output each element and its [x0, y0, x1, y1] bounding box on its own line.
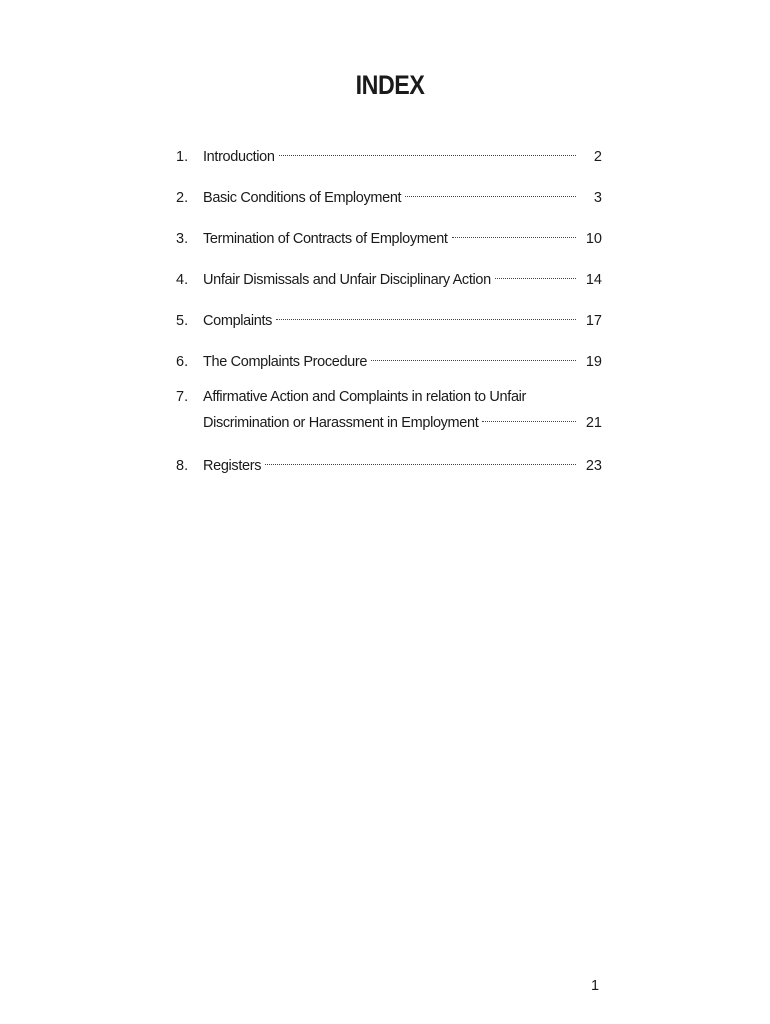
toc-entry-number: 5. — [176, 313, 189, 329]
toc-entry-unfair-dismissals[interactable] — [176, 264, 602, 288]
toc-entry-title: Introduction — [203, 149, 275, 165]
toc-entry-number: 1. — [176, 149, 189, 165]
toc-entry-introduction[interactable] — [176, 141, 602, 165]
toc-entry-title: Basic Conditions of Employment — [203, 190, 402, 206]
toc-entry-page: 14 — [585, 272, 602, 288]
toc-entry-number: 8. — [176, 458, 189, 474]
toc-entry-page: 10 — [585, 231, 602, 247]
toc-entry-basic-conditions[interactable] — [176, 182, 602, 206]
toc-entry-page: 23 — [585, 458, 602, 474]
dot-leader — [495, 264, 576, 284]
dot-leader — [371, 346, 576, 366]
dot-leader — [405, 182, 576, 202]
page-title: INDEX — [355, 70, 425, 100]
dot-leader — [279, 141, 576, 161]
toc-entry-page: 21 — [585, 415, 602, 431]
toc-entry-title: The Complaints Procedure — [203, 354, 368, 370]
page-number: 1 — [591, 978, 600, 994]
dot-leader — [482, 407, 576, 427]
toc-entry-title: Unfair Dismissals and Unfair Disciplinary Action — [203, 272, 491, 288]
toc-entry-number: 4. — [176, 272, 189, 288]
toc-entry-affirmative-action[interactable] — [176, 387, 602, 431]
dot-leader — [452, 223, 576, 243]
toc-entry-title-line1: Affirmative Action and Complaints in relation to Unfair — [203, 389, 527, 405]
toc-entry-title: Complaints — [203, 313, 273, 329]
toc-entry-number: 2. — [176, 190, 189, 206]
dot-leader — [265, 450, 576, 470]
toc-entry-title-line2: Discrimination or Harassment in Employment — [203, 415, 479, 431]
toc-entry-page: 2 — [593, 149, 602, 165]
dot-leader — [276, 305, 576, 325]
toc-entry-complaints-procedure[interactable] — [176, 346, 602, 370]
toc-entry-termination[interactable] — [176, 223, 602, 247]
toc-entry-number: 6. — [176, 354, 189, 370]
toc-entry-title: Termination of Contracts of Employment — [203, 231, 448, 247]
toc-entry-page: 19 — [585, 354, 602, 370]
toc-entry-title: Registers — [203, 458, 262, 474]
toc-entry-complaints[interactable] — [176, 305, 602, 329]
toc-entry-number: 3. — [176, 231, 189, 247]
toc-entry-registers[interactable] — [176, 450, 602, 474]
toc-entry-number: 7. — [176, 389, 189, 405]
toc-entry-page: 17 — [585, 313, 602, 329]
toc-entry-page: 3 — [593, 190, 602, 206]
